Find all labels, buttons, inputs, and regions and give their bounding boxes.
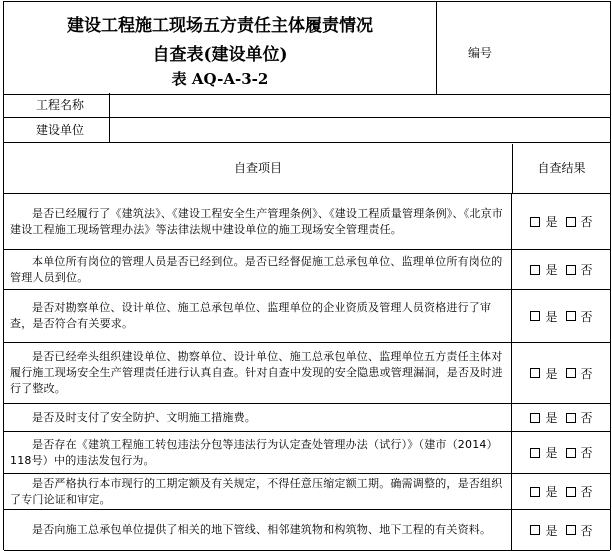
no-option[interactable]	[566, 522, 593, 539]
project-name-label: 工程名称	[4, 93, 110, 117]
check-item-text: 是否已经牵头组织建设单位、勘察单位、设计单位、施工总承包单位、监理单位五方责任主体对履行施工现场安全生产管理责任进行认真自查。针对自查中发现的安全隐患或管理漏洞，是否及时进行了整改。	[10, 350, 503, 395]
check-item-text: 本单位所有岗位的管理人员是否已经到位。是否已经督促施工总承包单位、监理单位所有岗位的管理人员到位。	[10, 254, 503, 284]
checkbox-icon	[530, 413, 540, 423]
project-name-row	[4, 93, 610, 118]
no-label: 否	[580, 485, 593, 499]
checkbox-icon	[530, 368, 540, 378]
yes-option[interactable]	[530, 409, 557, 426]
no-label: 否	[580, 263, 593, 277]
no-option[interactable]	[566, 213, 593, 230]
yes-label: 是	[545, 263, 558, 277]
check-item	[4, 343, 512, 403]
form-title-line2: 自查表(建设单位)	[152, 45, 288, 65]
yes-option[interactable]	[530, 261, 557, 278]
checkbox-icon	[566, 265, 576, 275]
yes-label: 是	[545, 366, 558, 381]
checkbox-icon	[566, 448, 576, 458]
check-item	[4, 290, 512, 342]
yes-option[interactable]	[530, 308, 557, 325]
yes-option[interactable]	[530, 483, 557, 500]
check-row	[4, 343, 610, 404]
check-item-text: 是否向施工总承包单位提供了相关的地下管线、相邻建筑物和构筑物、地下工程的有关资料。	[32, 523, 492, 536]
no-option[interactable]	[566, 365, 593, 382]
no-option[interactable]	[566, 483, 593, 500]
check-row	[4, 474, 610, 510]
checkbox-icon	[530, 448, 540, 458]
yes-label: 是	[545, 309, 558, 324]
check-item-text: 是否存在《建筑工程施工转包违法分包等违法行为认定查处管理办法（试行）》（建市（2014）118号）中的违法发包行为。	[10, 437, 498, 467]
check-item	[4, 432, 512, 473]
check-item-text: 是否对勘察单位、设计单位、施工总承包单位、监理单位的企业资质及管理人员资格进行了审查，是否符合有关要求。	[10, 301, 492, 330]
yes-option[interactable]	[530, 522, 557, 539]
no-label: 否	[580, 215, 593, 229]
column-header-row	[4, 144, 610, 194]
check-result	[513, 343, 610, 403]
construction-unit-value[interactable]	[110, 118, 610, 142]
check-item	[4, 194, 512, 249]
check-row	[4, 250, 610, 290]
check-result	[513, 474, 610, 509]
no-option[interactable]	[566, 409, 593, 426]
checkbox-icon	[530, 265, 540, 275]
no-label: 否	[580, 523, 593, 538]
checkbox-icon	[530, 217, 540, 227]
check-item-text: 是否已经履行了《建筑法》、《建设工程安全生产管理条例》、《建设工程质量管理条例》、《北京市建设工程施工现场管理办法》等法律法规中建设单位的施工现场安全管理责任。	[10, 206, 503, 236]
checkbox-icon	[566, 217, 576, 227]
yes-label: 是	[545, 485, 558, 499]
project-name-value[interactable]	[110, 93, 610, 117]
construction-unit-label: 建设单位	[4, 118, 110, 142]
self-check-form	[3, 1, 611, 550]
yes-label: 是	[545, 523, 558, 538]
no-label: 否	[580, 411, 593, 425]
check-item-text: 是否及时支付了安全防护、文明施工措施费。	[32, 410, 256, 424]
check-result	[513, 250, 610, 289]
checkbox-icon	[566, 311, 576, 321]
yes-option[interactable]	[530, 444, 557, 461]
title-box	[4, 2, 437, 94]
checkbox-icon	[566, 487, 576, 497]
no-option[interactable]	[566, 261, 593, 278]
check-row	[4, 290, 610, 343]
checkbox-icon	[530, 487, 540, 497]
yes-option[interactable]	[530, 365, 557, 382]
check-item	[4, 250, 512, 289]
check-item	[4, 474, 512, 509]
check-result	[513, 404, 610, 431]
yes-option[interactable]	[530, 213, 557, 230]
check-item	[4, 404, 512, 431]
form-header	[4, 1, 610, 95]
no-label: 否	[580, 446, 593, 460]
checkbox-icon	[566, 413, 576, 423]
yes-label: 是	[545, 215, 558, 229]
number-label: 编号	[468, 46, 493, 60]
check-row	[4, 432, 610, 474]
no-label: 否	[580, 309, 593, 324]
checkbox-icon	[566, 368, 576, 378]
check-row	[4, 510, 610, 551]
check-result	[513, 432, 610, 473]
construction-unit-row	[4, 118, 610, 143]
no-option[interactable]	[566, 444, 593, 461]
checkbox-icon	[566, 525, 576, 535]
column-header-item: 自查项目	[4, 144, 513, 193]
check-row	[4, 404, 610, 432]
checkbox-icon	[530, 311, 540, 321]
no-option[interactable]	[566, 308, 593, 325]
check-result	[513, 194, 610, 249]
check-result	[513, 510, 610, 550]
form-code: 表 AQ-A-3-2	[171, 70, 269, 88]
yes-label: 是	[545, 411, 558, 425]
checkbox-icon	[530, 525, 540, 535]
check-item-text: 是否严格执行本市现行的工期定额及有关规定，不得任意压缩定额工期。确需调整的，是否组织了专门论证和审定。	[10, 476, 503, 506]
check-row	[4, 194, 610, 250]
check-result	[513, 290, 610, 342]
form-title-line1: 建设工程施工现场五方责任主体履责情况	[67, 16, 373, 36]
check-item	[4, 510, 512, 550]
column-header-result: 自查结果	[537, 161, 586, 175]
no-label: 否	[580, 366, 593, 381]
yes-label: 是	[545, 446, 558, 460]
